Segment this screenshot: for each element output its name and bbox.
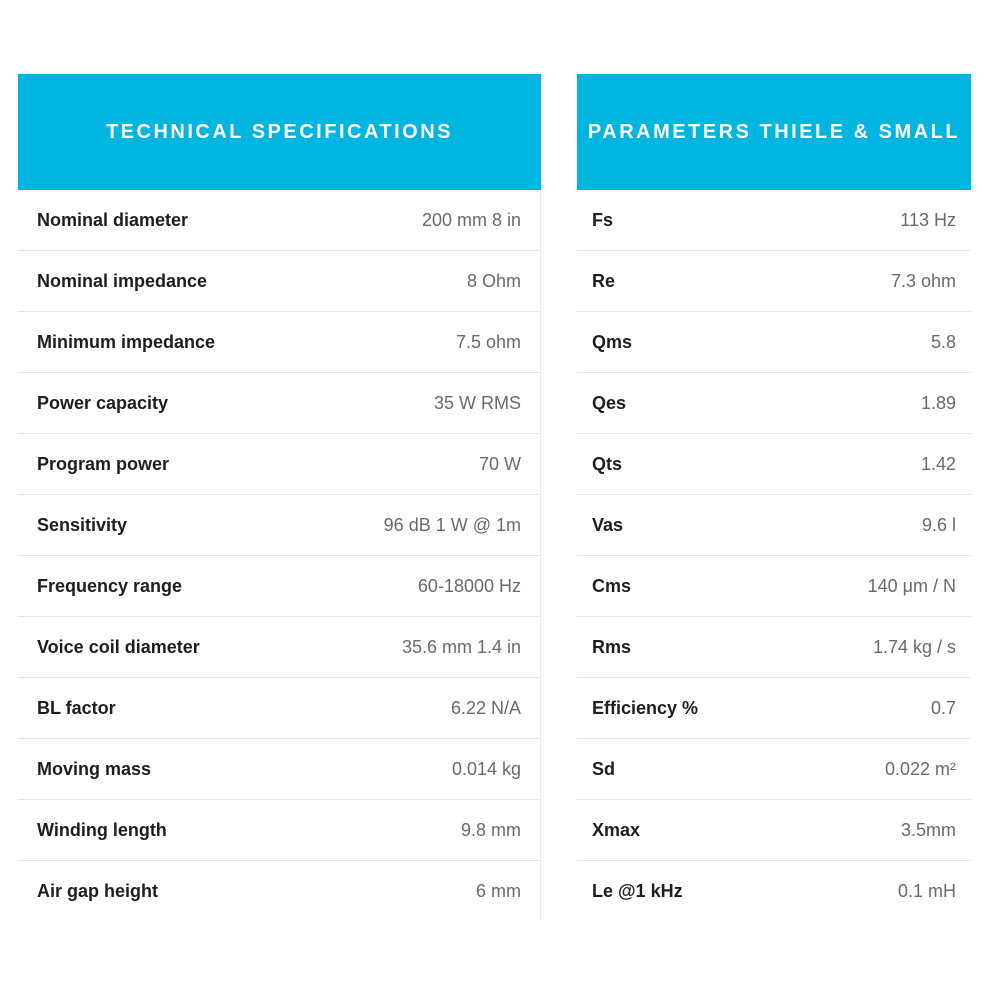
parameter-row xyxy=(577,617,971,678)
thiele-small-title: PARAMETERS THIELE & SMALL xyxy=(587,120,961,143)
parameter-value: 0.7 xyxy=(930,697,956,718)
parameter-label: Fs xyxy=(592,209,614,230)
technical-specifications-title: TECHNICAL SPECIFICATIONS xyxy=(105,120,454,143)
parameter-value: 7.3 ohm xyxy=(890,270,956,291)
spec-value: 96 dB 1 W @ 1m xyxy=(383,514,521,535)
spec-row xyxy=(18,190,540,251)
parameter-row xyxy=(577,373,971,434)
technical-specifications-rows xyxy=(18,190,541,921)
spec-row xyxy=(18,861,540,921)
parameter-row xyxy=(577,251,971,312)
spec-label: Voice coil diameter xyxy=(37,636,200,657)
spec-label: Winding length xyxy=(37,819,167,840)
spec-label: Sensitivity xyxy=(37,514,128,535)
spec-label: Nominal impedance xyxy=(37,270,208,291)
parameter-label: Sd xyxy=(592,758,616,779)
parameter-row xyxy=(577,434,971,495)
spec-row xyxy=(18,251,540,312)
parameter-label: Efficiency % xyxy=(592,697,699,718)
parameter-label: Rms xyxy=(592,636,632,657)
parameter-value: 3.5mm xyxy=(900,819,956,840)
parameter-value: 140 μm / N xyxy=(867,575,956,596)
spec-row xyxy=(18,495,540,556)
parameter-value: 113 Hz xyxy=(900,209,956,230)
parameter-label: Vas xyxy=(592,514,624,535)
parameter-row xyxy=(577,739,971,800)
spec-row xyxy=(18,312,540,373)
thiele-small-header xyxy=(577,74,971,190)
spec-row xyxy=(18,617,540,678)
technical-specifications-header xyxy=(18,74,541,190)
spec-value: 0.014 kg xyxy=(451,758,521,779)
spec-value: 7.5 ohm xyxy=(455,331,521,352)
spec-label: Frequency range xyxy=(37,575,183,596)
parameter-row xyxy=(577,190,971,251)
parameter-label: Qes xyxy=(592,392,627,413)
spec-value: 8 Ohm xyxy=(466,270,521,291)
parameter-label: Le @1 kHz xyxy=(592,880,683,901)
spec-row xyxy=(18,373,540,434)
parameter-row xyxy=(577,495,971,556)
spec-row xyxy=(18,556,540,617)
spec-value: 60-18000 Hz xyxy=(417,575,521,596)
parameter-row xyxy=(577,556,971,617)
parameter-label: Cms xyxy=(592,575,632,596)
spec-value: 6 mm xyxy=(476,880,521,901)
parameter-row xyxy=(577,861,971,921)
spec-label: BL factor xyxy=(37,697,116,718)
spec-label: Moving mass xyxy=(37,758,152,779)
spec-label: Power capacity xyxy=(37,392,169,413)
parameter-label: Qms xyxy=(592,331,633,352)
spec-label: Nominal diameter xyxy=(37,209,189,230)
spec-value: 35.6 mm 1.4 in xyxy=(401,636,521,657)
spec-value: 70 W xyxy=(478,453,521,474)
parameter-value: 1.42 xyxy=(920,453,956,474)
parameter-row xyxy=(577,800,971,861)
parameter-value: 1.74 kg / s xyxy=(872,636,956,657)
parameter-row xyxy=(577,678,971,739)
spec-value: 6.22 N/A xyxy=(450,697,521,718)
parameter-value: 1.89 xyxy=(920,392,956,413)
spec-label: Air gap height xyxy=(37,880,158,901)
spec-row xyxy=(18,678,540,739)
parameter-value: 5.8 xyxy=(930,331,956,352)
parameter-label: Xmax xyxy=(592,819,641,840)
spec-value: 35 W RMS xyxy=(433,392,521,413)
spec-value: 9.8 mm xyxy=(460,819,521,840)
thiele-small-rows xyxy=(577,190,971,921)
parameter-label: Re xyxy=(592,270,616,291)
spec-label: Minimum impedance xyxy=(37,331,216,352)
parameter-value: 9.6 l xyxy=(921,514,956,535)
technical-specifications-table xyxy=(18,74,541,921)
parameter-value: 0.1 mH xyxy=(897,880,956,901)
spec-label: Program power xyxy=(37,453,170,474)
parameter-row xyxy=(577,312,971,373)
parameter-value: 0.022 m² xyxy=(884,758,956,779)
spec-value: 200 mm 8 in xyxy=(421,209,521,230)
thiele-small-parameters-table xyxy=(577,74,971,921)
spec-row xyxy=(18,800,540,861)
parameter-label: Qts xyxy=(592,453,623,474)
spec-row xyxy=(18,739,540,800)
spec-row xyxy=(18,434,540,495)
